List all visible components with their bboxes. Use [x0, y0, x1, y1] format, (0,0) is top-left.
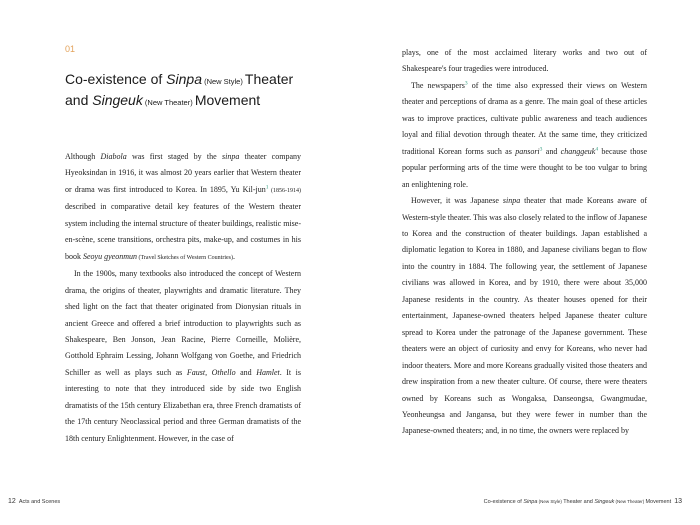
- text-run: Movement: [645, 499, 672, 505]
- text-run: sinpa: [222, 152, 240, 161]
- text-run: Hamlet: [256, 367, 280, 377]
- text-run: . It is interesting to note that they introduced side by side two English dramatists of the 15th century Elizabethan era, three French dramatists of the 17th century Neoclassical period and three German dramatists of the 18th century Enlightenment. However, in the case of: [65, 367, 302, 443]
- text-run: Co-existence of: [483, 499, 524, 505]
- text-run: because those popular performing arts of the time were thought to be too vulgar to bring an enlightening role.: [402, 146, 647, 189]
- chapter-title: [65, 70, 305, 112]
- text-run: .: [232, 251, 235, 261]
- title-part: Sinpa: [166, 71, 202, 87]
- paragraph: [402, 78, 647, 193]
- running-footer: Acts and Scenes: [18, 499, 61, 505]
- text-run: described in comparative detail key features of the Western theater system including the internal structure of theater buildings, realistic mise-en-scène, scene transitions, orchestra pits, make-up, and costumes in his book: [65, 202, 301, 261]
- left-body-text: [65, 149, 301, 447]
- text-run: theater that made Koreans aware of Western-style theater. This was also closely related to the inflow of Japanese to Korea and the construction of theater buildings. Japan established a diplomatic legation to Korea in 1880, and Japanese civilians began to flow into the country in 1884. The following year, the settlement of Japanese civilians was allowed in Korea, and by 1910, there were about 35,000 Japanese residents in the country. As theater houses opened for their entertainment, Japanese-owned theaters helped Japanese theater culture spread to Korea under the patronage of the Japanese government. These theaters were an object of curiosity and envy for Koreans, who never had indoor theaters. More and more Koreans gradually visited those theaters and drew inspiration from a new theater culture. Of course, there were theaters owned by Koreans such as Wongaksa, Danseongsa, Gwangmudae, Yeonheungsa and Jangansa, but they were fewer in number than the Japanese-owned theaters; and, in no time, the owners were replaced by: [402, 196, 647, 436]
- title-part: and: [65, 92, 93, 108]
- footnote-marker: 1: [265, 184, 269, 191]
- text-run: Although: [65, 152, 101, 161]
- page-number: 12: [8, 498, 16, 505]
- paragraph: [65, 149, 301, 266]
- text-run: Singeuk: [594, 499, 615, 505]
- title-part: Movement: [194, 92, 261, 108]
- text-run: and: [542, 146, 561, 156]
- text-run: sinpa: [502, 196, 521, 206]
- right-body-text: [402, 45, 647, 440]
- text-run: Sinpa: [523, 499, 538, 505]
- text-run: ,: [205, 367, 212, 377]
- title-part: Singeuk: [92, 92, 143, 108]
- text-run: Faust: [186, 367, 206, 377]
- text-run: (1856-1914): [268, 187, 302, 194]
- title-part: (New Theater): [142, 98, 195, 107]
- title-part: Co-existence of: [65, 71, 167, 87]
- text-run: changgeuk: [560, 146, 596, 156]
- left-footer: [8, 498, 60, 505]
- paragraph: [65, 266, 301, 447]
- text-run: (New Theater): [614, 499, 646, 504]
- text-run: Diabola: [100, 152, 127, 161]
- text-run: (New Style): [537, 499, 564, 504]
- text-run: and: [235, 367, 257, 377]
- footnote-marker: 3: [464, 80, 468, 87]
- paragraph: plays, one of the most acclaimed literary works and two out of Shakespeare's four tragedies were introduced.: [402, 48, 647, 74]
- text-run: (Travel Sketches of Western Countries): [136, 254, 233, 261]
- text-run: However, it was Japanese: [411, 196, 503, 206]
- right-footer: [484, 498, 682, 505]
- text-run: Seoyu gyeonmun: [83, 251, 137, 261]
- footnote-marker: 4: [595, 146, 599, 153]
- text-run: pansori: [515, 146, 540, 156]
- right-page: [350, 0, 700, 525]
- footnote-marker: 3: [539, 146, 543, 153]
- chapter-number: 01: [65, 44, 76, 54]
- paragraph: [402, 193, 647, 440]
- title-part: (New Style): [201, 77, 245, 86]
- text-run: In the 1900s, many textbooks also introduced the concept of Western drama, the origins of theater, playwrights and dramatic literature. They shed light on the fact that theater originated from Dionysian rituals in ancient Greece and offered a brief introduction to playwrights such as Shakespeare, Ben Jonson, Jean Racine, Pierre Corneille, Molière, Gotthold Ephraim Lessing, Johann Wolfgang von Goethe, and Friedrich Schiller as well as plays such as: [65, 269, 301, 377]
- text-run: of the time also expressed their views on Western theater and perceptions of drama as a genre. The main goal of these articles was to improve practices, cultivate public awareness and teach audiences loyal and filial devotion through theater. At the same time, they criticized traditional Korean forms such as: [402, 80, 648, 156]
- title-part: Theater: [244, 71, 294, 87]
- text-run: theater company Hyeoksindan in 1916, it was almost 20 years earlier that Western theater or drama was first introduced to Korea. In 1895, Yu Kil-jun: [65, 152, 301, 194]
- text-run: Theater and: [563, 499, 595, 505]
- text-run: The newspapers: [411, 80, 465, 90]
- text-run: Othello: [211, 367, 236, 377]
- page-number: 13: [674, 498, 682, 505]
- text-run: was first staged by the: [126, 152, 222, 161]
